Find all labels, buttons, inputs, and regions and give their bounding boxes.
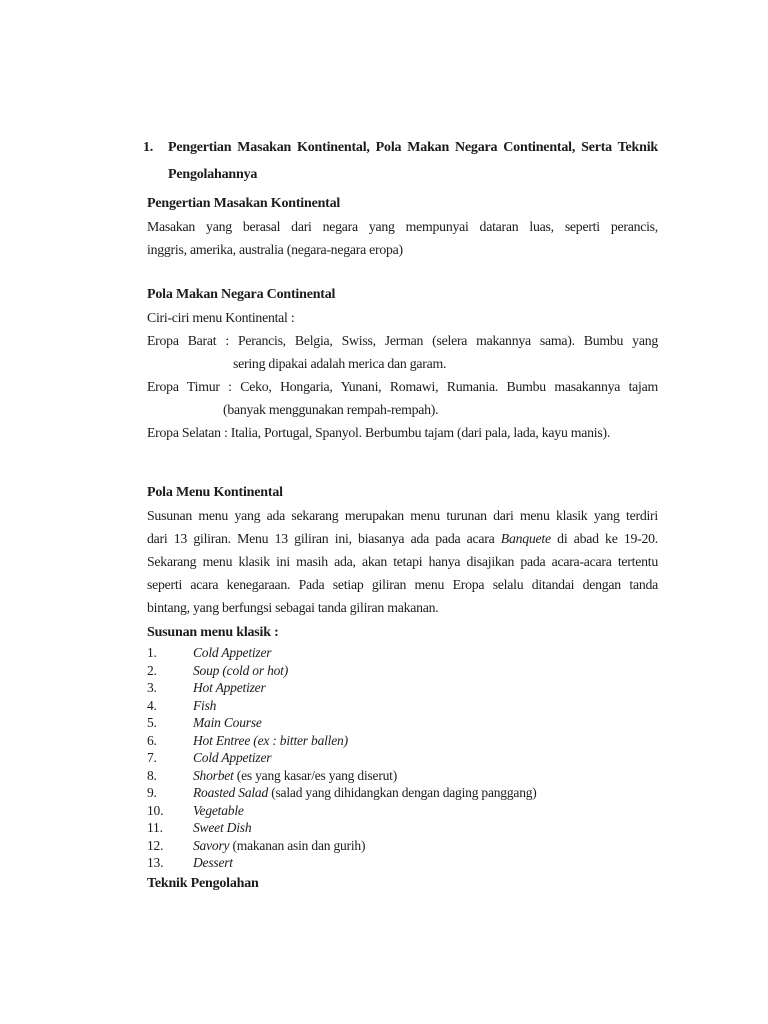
menu-item-name: Cold Appetizer (193, 645, 272, 660)
menu-item-number: 12. (147, 837, 164, 853)
document-content (143, 0, 659, 895)
pengertian-line-2: inggris, amerika, australia (negara-negara eropa) (147, 242, 403, 257)
menu-item-note: (es yang kasar/es yang diserut) (233, 767, 398, 783)
menu-item-number: 11. (147, 820, 163, 835)
pola-menu-line-2-italic: Banquete (500, 531, 551, 546)
menu-item-name: Main Course (193, 715, 262, 730)
pola-menu-line-4: seperti acara kenegaraan. Pada setiap giliran menu Eropa selalu ditandai dengan tanda (147, 577, 658, 592)
heading-susunan-menu-klasik: Susunan menu klasik : (147, 625, 279, 640)
menu-item-11 (147, 819, 658, 837)
menu-item-number: 8. (147, 767, 157, 783)
menu-item-number: 6. (147, 732, 157, 748)
main-title (143, 134, 658, 188)
menu-item-name: Roasted Salad (193, 785, 269, 800)
eropa-selatan-line: Eropa Selatan : Italia, Portugal, Spanyol. Berbumbu tajam (dari pala, lada, kayu manis). (147, 425, 611, 440)
menu-item-9 (147, 784, 658, 802)
pola-menu-line-3: Sekarang menu klasik ini masih ada, akan tetapi hanya disajikan pada acara-acara tertentu (147, 554, 658, 569)
menu-item-name: Dessert (193, 855, 233, 870)
menu-item-number: 2. (147, 662, 157, 678)
eropa-timur-line-1: Eropa Timur : Ceko, Hongaria, Yunani, Romawi, Rumania. Bumbu masakannya tajam (147, 379, 658, 394)
eropa-barat-line-1: Eropa Barat : Perancis, Belgia, Swiss, Jerman (selera makannya sama). Bumbu yang (147, 333, 658, 348)
title-number: 1. (143, 140, 154, 155)
menu-item-2 (147, 662, 658, 680)
menu-item-name: Fish (193, 697, 217, 713)
menu-item-note: (makanan asin dan gurih) (229, 837, 366, 853)
menu-item-number: 9. (147, 785, 157, 800)
pola-menu-line-5: bintang, yang berfungsi sebagai tanda giliran makanan. (147, 600, 439, 615)
menu-item-number: 5. (147, 715, 157, 730)
heading-teknik-pengolahan: Teknik Pengolahan (147, 875, 259, 891)
menu-item-number: 7. (147, 750, 157, 765)
menu-item-12 (147, 837, 658, 855)
menu-item-number: 10. (147, 802, 164, 818)
menu-item-3 (147, 679, 658, 697)
menu-item-name: Sweet Dish (193, 820, 252, 835)
menu-item-name: Savory (193, 837, 230, 853)
eropa-timur-line-2: (banyak menggunakan rempah-rempah). (223, 402, 439, 417)
menu-item-name: Cold Appetizer (193, 750, 272, 765)
pola-menu-line-2-pre: dari 13 giliran. Menu 13 giliran ini, biasanya ada pada acara (147, 531, 501, 546)
menu-item-note: (salad yang dihidangkan dengan daging panggang) (268, 785, 537, 800)
pola-menu-line-1: Susunan menu yang ada sekarang merupakan menu turunan dari menu klasik yang terdiri (147, 508, 658, 523)
menu-item-number: 4. (147, 697, 157, 713)
menu-item-name: Soup (cold or hot) (193, 662, 289, 678)
menu-item-1 (147, 644, 658, 662)
menu-item-4 (147, 697, 658, 715)
menu-item-13 (147, 854, 658, 872)
menu-item-5 (147, 714, 658, 732)
heading-pengertian: Pengertian Masakan Kontinental (147, 196, 341, 211)
pengertian-line-1: Masakan yang berasal dari negara yang mempunyai dataran luas, seperti perancis, (147, 219, 658, 234)
menu-item-name: Shorbet (193, 767, 234, 783)
menu-item-10 (147, 802, 658, 820)
pola-menu-line-2 (147, 527, 658, 550)
menu-item-name: Hot Appetizer (193, 680, 266, 695)
pola-makan-subheading: Ciri-ciri menu Kontinental : (147, 310, 295, 325)
menu-item-7 (147, 749, 658, 767)
heading-pola-makan: Pola Makan Negara Continental (147, 287, 336, 302)
title-line-1: Pengertian Masakan Kontinental, Pola Makan Negara Continental, Serta Teknik (168, 140, 658, 155)
menu-item-6 (147, 732, 658, 750)
title-line-2: Pengolahannya (168, 167, 258, 182)
menu-item-name: Vegetable (193, 802, 244, 818)
pola-menu-line-2-post: di abad ke 19-20. (550, 531, 659, 546)
menu-item-number: 3. (147, 680, 157, 695)
heading-pola-menu: Pola Menu Kontinental (147, 485, 283, 500)
menu-item-8 (147, 767, 658, 785)
menu-item-name: Hot Entree (ex : bitter ballen) (193, 732, 348, 748)
classic-menu-list (147, 644, 658, 872)
eropa-barat-line-2: sering dipakai adalah merica dan garam. (233, 356, 447, 371)
menu-item-number: 1. (147, 645, 157, 660)
menu-item-number: 13. (147, 855, 164, 870)
